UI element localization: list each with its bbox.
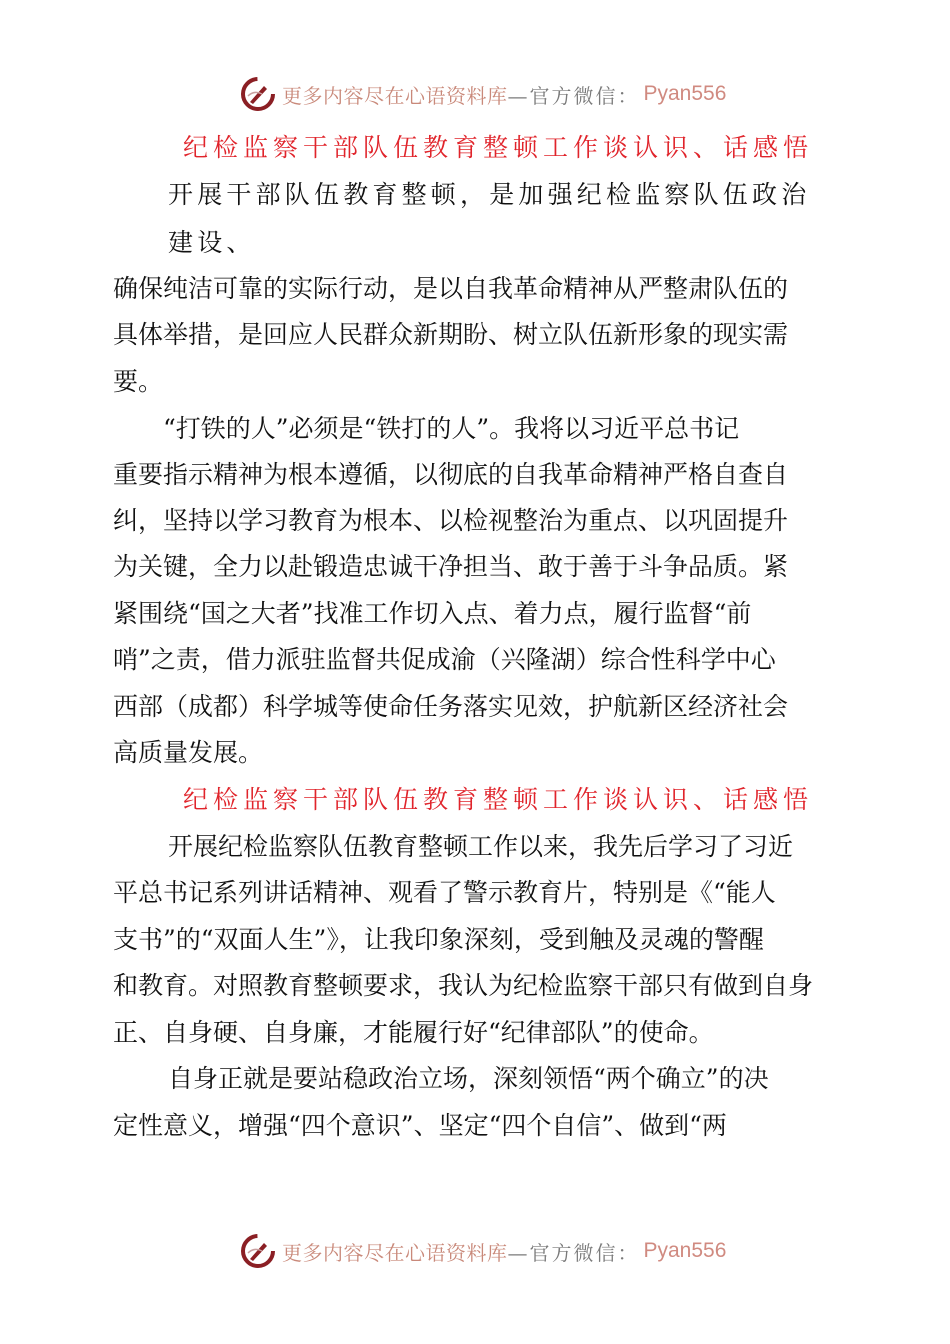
quill-pen-logo-icon: [240, 76, 276, 112]
paragraph-line: 定性意义，增强“四个意识”、坚定“四个自信”、做到“两: [113, 1111, 727, 1140]
section-title-1: 纪检监察干部队伍教育整顿工作谈认识、话感悟: [183, 133, 814, 162]
watermark-slogan: 更多内容尽在心语资料库: [282, 83, 508, 108]
paragraph-line: “打铁的人”必须是“铁打的人”。我将以习近平总书记: [163, 414, 740, 443]
paragraph-line: 和教育。对照教育整顿要求，我认为纪检监察干部只有做到自身: [113, 971, 814, 1000]
section-title-2: 纪检监察干部队伍教育整顿工作谈认识、话感悟: [183, 785, 814, 814]
paragraph-line: 开展干部队伍教育整顿，是加强纪检监察队伍政治: [168, 180, 811, 209]
paragraph-line: 正、自身硬、自身廉，才能履行好“纪律部队”的使命。: [113, 1018, 714, 1047]
paragraph-line: 为关键，全力以赴锻造忠诚干净担当、敢于善于斗争品质。紧: [113, 552, 789, 581]
paragraph-line: 开展纪检监察队伍教育整顿工作以来，我先后学习了习近: [168, 832, 794, 861]
paragraph-line: 紧围绕“国之大者”找准工作切入点、着力点，履行监督“前: [113, 599, 752, 628]
quill-pen-logo-icon: [240, 1233, 276, 1269]
watermark-wechat-label: —官方微信：: [507, 83, 640, 108]
watermark-wechat-id: Pyan556: [643, 1239, 727, 1262]
watermark-header: [240, 74, 726, 114]
watermark-footer: [240, 1231, 726, 1271]
paragraph-line: 具体举措，是回应人民群众新期盼、树立队伍新形象的现实需: [113, 320, 789, 349]
watermark-wechat-label: —官方微信：: [507, 1240, 640, 1265]
paragraph-line: 重要指示精神为根本遵循，以彻底的自我革命精神严格自查自: [113, 460, 789, 489]
paragraph-line: 自身正就是要站稳政治立场，深刻领悟“两个确立”的决: [168, 1064, 769, 1093]
paragraph-line: 西部（成都）科学城等使命任务落实见效，护航新区经济社会: [113, 692, 789, 721]
paragraph-line: 纠，坚持以学习教育为根本、以检视整治为重点、以巩固提升: [113, 506, 789, 535]
paragraph-line: 支书”的“双面人生”》，让我印象深刻，受到触及灵魂的警醒: [113, 925, 764, 954]
paragraph-line: 确保纯洁可靠的实际行动，是以自我革命精神从严整肃队伍的: [113, 274, 789, 303]
paragraph-line: 平总书记系列讲话精神、观看了警示教育片，特别是《“能人: [113, 878, 776, 907]
watermark-slogan: 更多内容尽在心语资料库: [282, 1240, 508, 1265]
paragraph-line: 高质量发展。: [113, 738, 264, 767]
paragraph-line: 哨”之责，借力派驻监督共促成渝（兴隆湖）综合性科学中心: [113, 645, 776, 674]
paragraph-line: 建设、: [168, 228, 256, 257]
watermark-wechat-id: Pyan556: [643, 82, 727, 105]
paragraph-line: 要。: [113, 367, 164, 396]
